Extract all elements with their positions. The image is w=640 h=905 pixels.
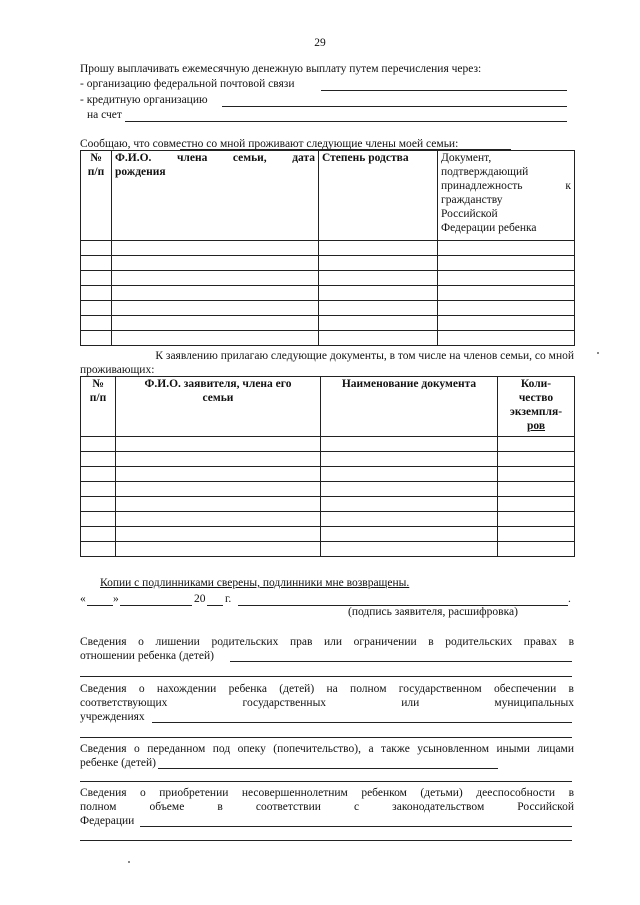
documents-col-title: Наименование документа bbox=[321, 377, 498, 437]
table-row[interactable] bbox=[81, 452, 575, 467]
capacity-section bbox=[80, 786, 574, 828]
table-row[interactable] bbox=[81, 497, 575, 512]
table-row[interactable] bbox=[81, 331, 575, 346]
option-post-label: - организацию федеральной почтовой связи bbox=[80, 78, 295, 90]
documents-intro-line2: проживающих: bbox=[80, 364, 155, 376]
rights-field[interactable] bbox=[230, 661, 572, 662]
scan-speck bbox=[597, 352, 599, 354]
table-row[interactable] bbox=[81, 542, 575, 557]
credit-org-field[interactable] bbox=[222, 106, 567, 107]
capacity-field-extra[interactable] bbox=[80, 840, 572, 841]
documents-table bbox=[80, 376, 575, 557]
family-col-citizenship-doc: Документ, подтверждающий принадлежность к гражданству Российской Федерации ребенка bbox=[438, 151, 575, 241]
state-line3: учреждениях bbox=[80, 711, 145, 723]
state-field[interactable] bbox=[152, 722, 572, 723]
signature-caption: (подпись заявителя, расшифровка) bbox=[348, 606, 518, 618]
documents-col-count: Коли- чество экземпля- ров bbox=[498, 377, 575, 437]
rights-section bbox=[80, 635, 574, 663]
scan-speck bbox=[128, 861, 130, 863]
option-credit-label: - кредитную организацию bbox=[80, 94, 208, 106]
table-row[interactable] bbox=[81, 286, 575, 301]
custody-field[interactable] bbox=[158, 768, 498, 769]
family-table bbox=[80, 150, 575, 346]
state-line2: соответствующих государственных или муниципальных bbox=[80, 697, 574, 709]
capacity-field[interactable] bbox=[140, 826, 572, 827]
date-close-quote: » bbox=[113, 593, 119, 605]
date-year-suffix: г. bbox=[225, 593, 232, 605]
custody-line1: Сведения о переданном под опеку (попечительство), а также усыновленном иными лицами bbox=[80, 743, 574, 755]
custody-section bbox=[80, 742, 574, 770]
documents-intro-line1: К заявлению прилагаю следующие документы, в том числе на членов семьи, со мной bbox=[155, 350, 574, 362]
rights-field-extra[interactable] bbox=[80, 676, 572, 677]
capacity-line1: Сведения о приобретении несовершеннолетним ребенком (детьми) дееспособности в bbox=[80, 787, 574, 799]
rights-line2: отношении ребенка (детей) bbox=[80, 650, 214, 662]
table-row[interactable] bbox=[81, 527, 575, 542]
documents-col-name: Ф.И.О. заявителя, члена его семьи bbox=[116, 377, 321, 437]
rights-line1: Сведения о лишении родительских прав или ограничении в родительских правах в bbox=[80, 636, 574, 648]
date-year-prefix: 20 bbox=[194, 593, 206, 605]
family-intro: Сообщаю, что совместно со мной проживают следующие члены моей семьи: bbox=[80, 138, 459, 150]
documents-table-header bbox=[81, 377, 575, 437]
state-field-extra[interactable] bbox=[80, 737, 572, 738]
state-section bbox=[80, 682, 574, 724]
page-number: 29 bbox=[314, 37, 326, 49]
family-col-relation: Степень родства bbox=[319, 151, 438, 241]
family-col-number: № п/п bbox=[81, 151, 112, 241]
table-row[interactable] bbox=[81, 512, 575, 527]
date-open-quote: « bbox=[80, 593, 86, 605]
table-row[interactable] bbox=[81, 437, 575, 452]
table-row[interactable] bbox=[81, 467, 575, 482]
table-row[interactable] bbox=[81, 316, 575, 331]
table-row[interactable] bbox=[81, 301, 575, 316]
signature-end-dot: . bbox=[568, 593, 571, 605]
table-row[interactable] bbox=[81, 482, 575, 497]
account-label: на счет bbox=[87, 109, 122, 121]
post-org-field[interactable] bbox=[321, 90, 567, 91]
table-row[interactable] bbox=[81, 271, 575, 286]
state-line1: Сведения о нахождении ребенка (детей) на полном государственном обеспечении в bbox=[80, 683, 574, 695]
table-row[interactable] bbox=[81, 256, 575, 271]
family-col-name: Ф.И.О. члена семьи, дата рождения bbox=[112, 151, 319, 241]
payment-intro: Прошу выплачивать ежемесячную денежную выплату путем перечисления через: bbox=[80, 63, 482, 75]
date-month-field[interactable] bbox=[120, 605, 192, 606]
capacity-line2: полном объеме в соответствии с законодательством Российской bbox=[80, 801, 574, 813]
table-row[interactable] bbox=[81, 241, 575, 256]
custody-field-extra[interactable] bbox=[80, 781, 572, 782]
custody-line2: ребенке (детей) bbox=[80, 757, 156, 769]
capacity-line3: Федерации bbox=[80, 815, 135, 827]
date-day-field[interactable] bbox=[87, 605, 113, 606]
account-field[interactable] bbox=[125, 121, 567, 122]
documents-col-number: № п/п bbox=[81, 377, 116, 437]
copies-verified-note: Копии с подлинниками сверены, подлинники мне возвращены. bbox=[100, 577, 410, 589]
family-table-header bbox=[81, 151, 575, 241]
date-year-field[interactable] bbox=[207, 605, 223, 606]
